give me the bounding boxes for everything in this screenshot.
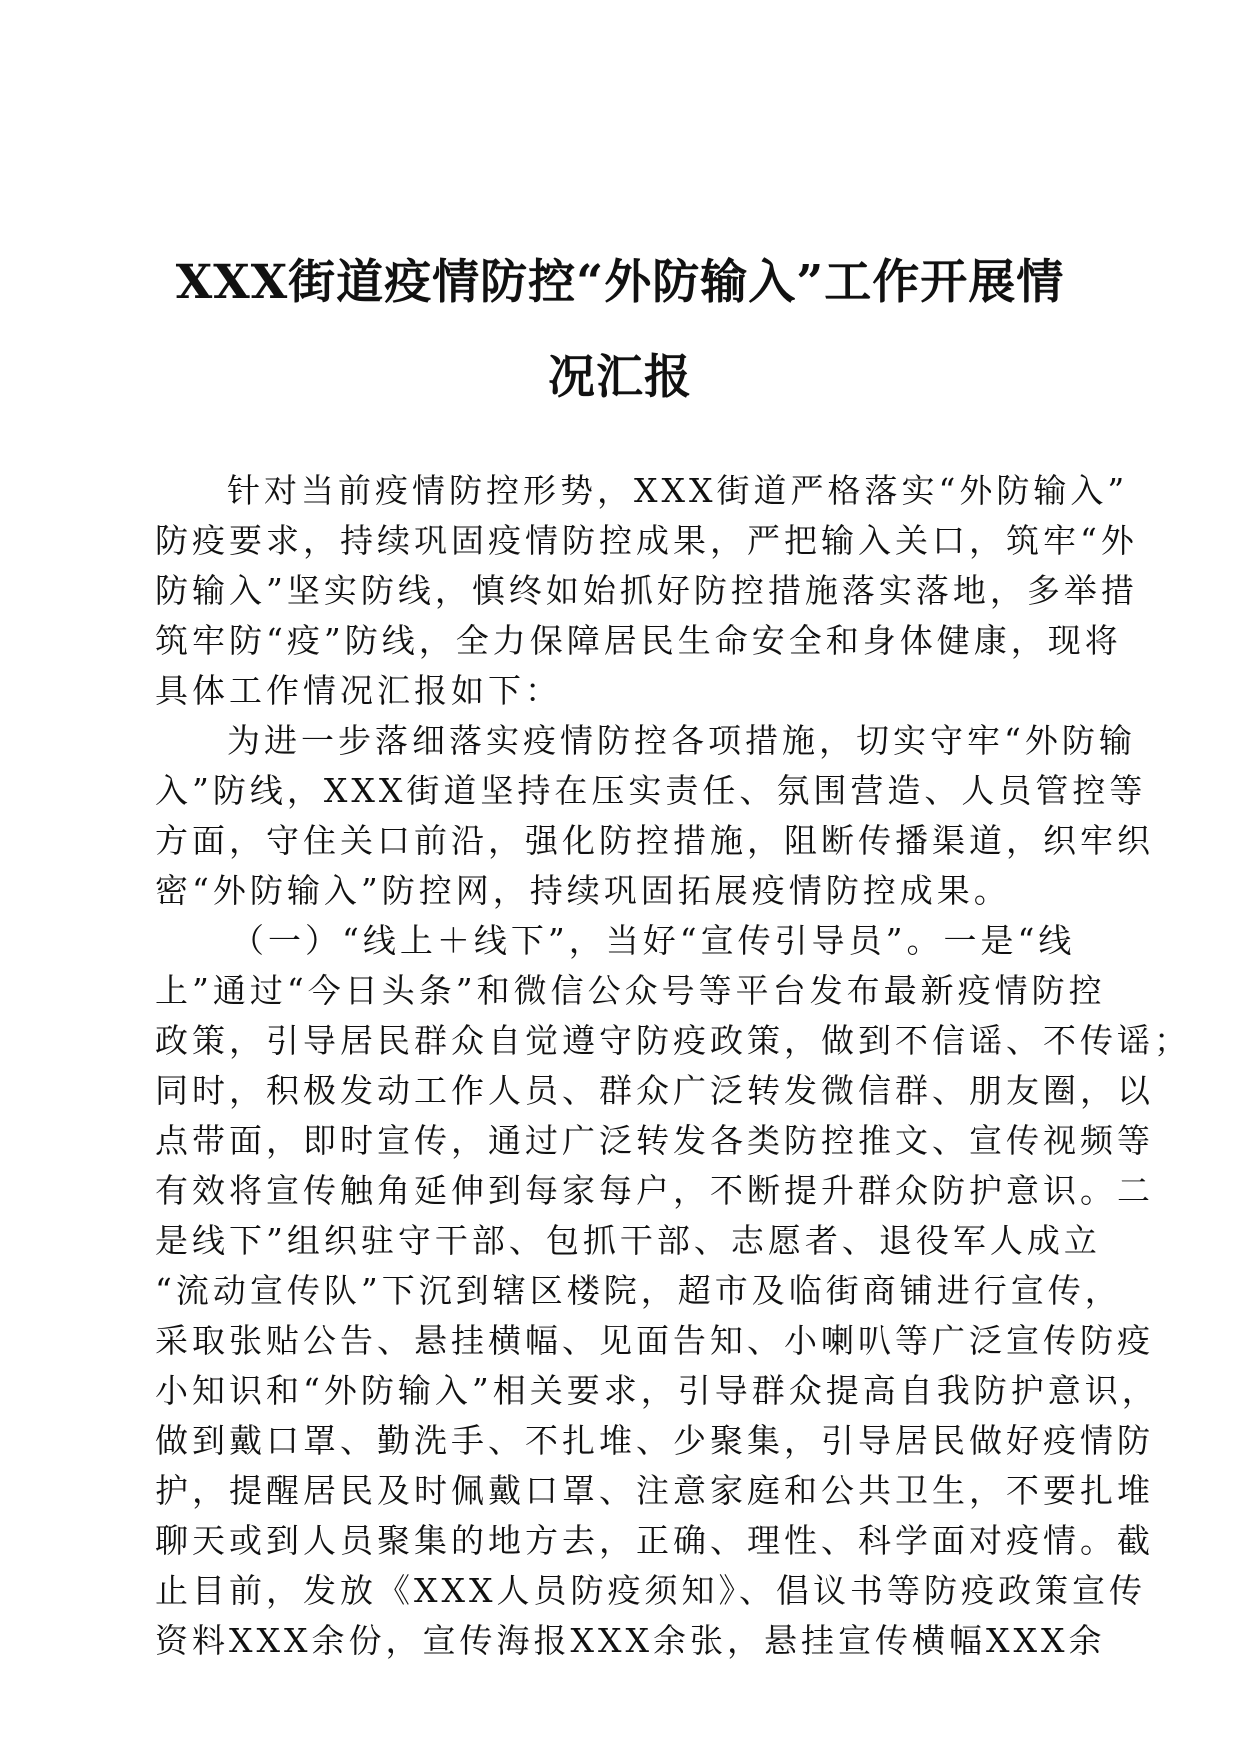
text-line: 针对当前疫情防控形势，XXX街道严格落实“外防输入” — [227, 471, 1129, 510]
document-body — [155, 466, 1191, 1666]
text-line: 止目前，发放《XXX人员防疫须知》、倡议书等防疫政策宣传 — [155, 1571, 1146, 1610]
text-line: 采取张贴公告、悬挂横幅、见面告知、小喇叭等广泛宣传防疫 — [155, 1321, 1154, 1360]
text-line: 上”通过“今日头条”和微信公众号等平台发布最新疫情防控 — [155, 971, 1106, 1010]
text-line: 防输入”坚实防线，慎终如始抓好防控措施落实落地，多举措 — [155, 571, 1138, 610]
text-line: 为进一步落细落实疫情防控各项措施，切实守牢“外防输 — [227, 721, 1136, 760]
text-line: 点带面，即时宣传，通过广泛转发各类防控推文、宣传视频等 — [155, 1121, 1154, 1160]
text-line: 做到戴口罩、勤洗手、不扎堆、少聚集，引导居民做好疫情防 — [155, 1421, 1154, 1460]
text-line: 防疫要求，持续巩固疫情防控成果，严把输入关口，筑牢“外 — [155, 521, 1138, 560]
paragraph-intro — [155, 466, 1138, 716]
text-line: 护，提醒居民及时佩戴口罩、注意家庭和公共卫生，不要扎堆 — [155, 1471, 1154, 1510]
text-line: 筑牢防“疫”防线，全力保障居民生命安全和身体健康，现将 — [155, 621, 1122, 660]
paragraph-overview — [155, 716, 1154, 916]
text-line: 同时，积极发动工作人员、群众广泛转发微信群、朋友圈，以 — [155, 1071, 1154, 1110]
text-line: 政策，引导居民群众自觉遵守防疫政策，做到不信谣、不传谣； — [155, 1021, 1191, 1060]
text-line: 方面，守住关口前沿，强化防控措施，阻断传播渠道，织牢织 — [155, 821, 1154, 860]
title-line: XXX街道疫情防控“外防输入”工作开展情 — [175, 255, 1065, 310]
text-line: 资料XXX余份，宣传海报XXX余张，悬挂宣传横幅XXX余 — [155, 1621, 1106, 1660]
text-line: 小知识和“外防输入”相关要求，引导群众提高自我防护意识， — [155, 1371, 1159, 1410]
text-line: “流动宣传队”下沉到辖区楼院，超市及临街商铺进行宣传， — [155, 1271, 1122, 1310]
document-title — [150, 235, 1090, 425]
section-heading-line: （一）“线上＋线下”，当好“宣传引导员”。一是“线 — [231, 921, 1076, 960]
title-line: 况汇报 — [548, 350, 692, 405]
text-line: 密“外防输入”防控网，持续巩固拓展疫情防控成果。 — [155, 871, 1011, 910]
text-line: 入”防线，XXX街道坚持在压实责任、氛围营造、人员管控等 — [155, 771, 1147, 810]
text-line: 有效将宣传触角延伸到每家每户，不断提升群众防护意识。二 — [155, 1171, 1154, 1210]
text-line: 聊天或到人员聚集的地方去，正确、理性、科学面对疫情。截 — [155, 1521, 1154, 1560]
paragraph-section-1 — [155, 916, 1191, 1666]
text-line: 是线下”组织驻守干部、包抓干部、志愿者、退役军人成立 — [155, 1221, 1101, 1260]
text-line: 具体工作情况汇报如下： — [155, 671, 562, 710]
